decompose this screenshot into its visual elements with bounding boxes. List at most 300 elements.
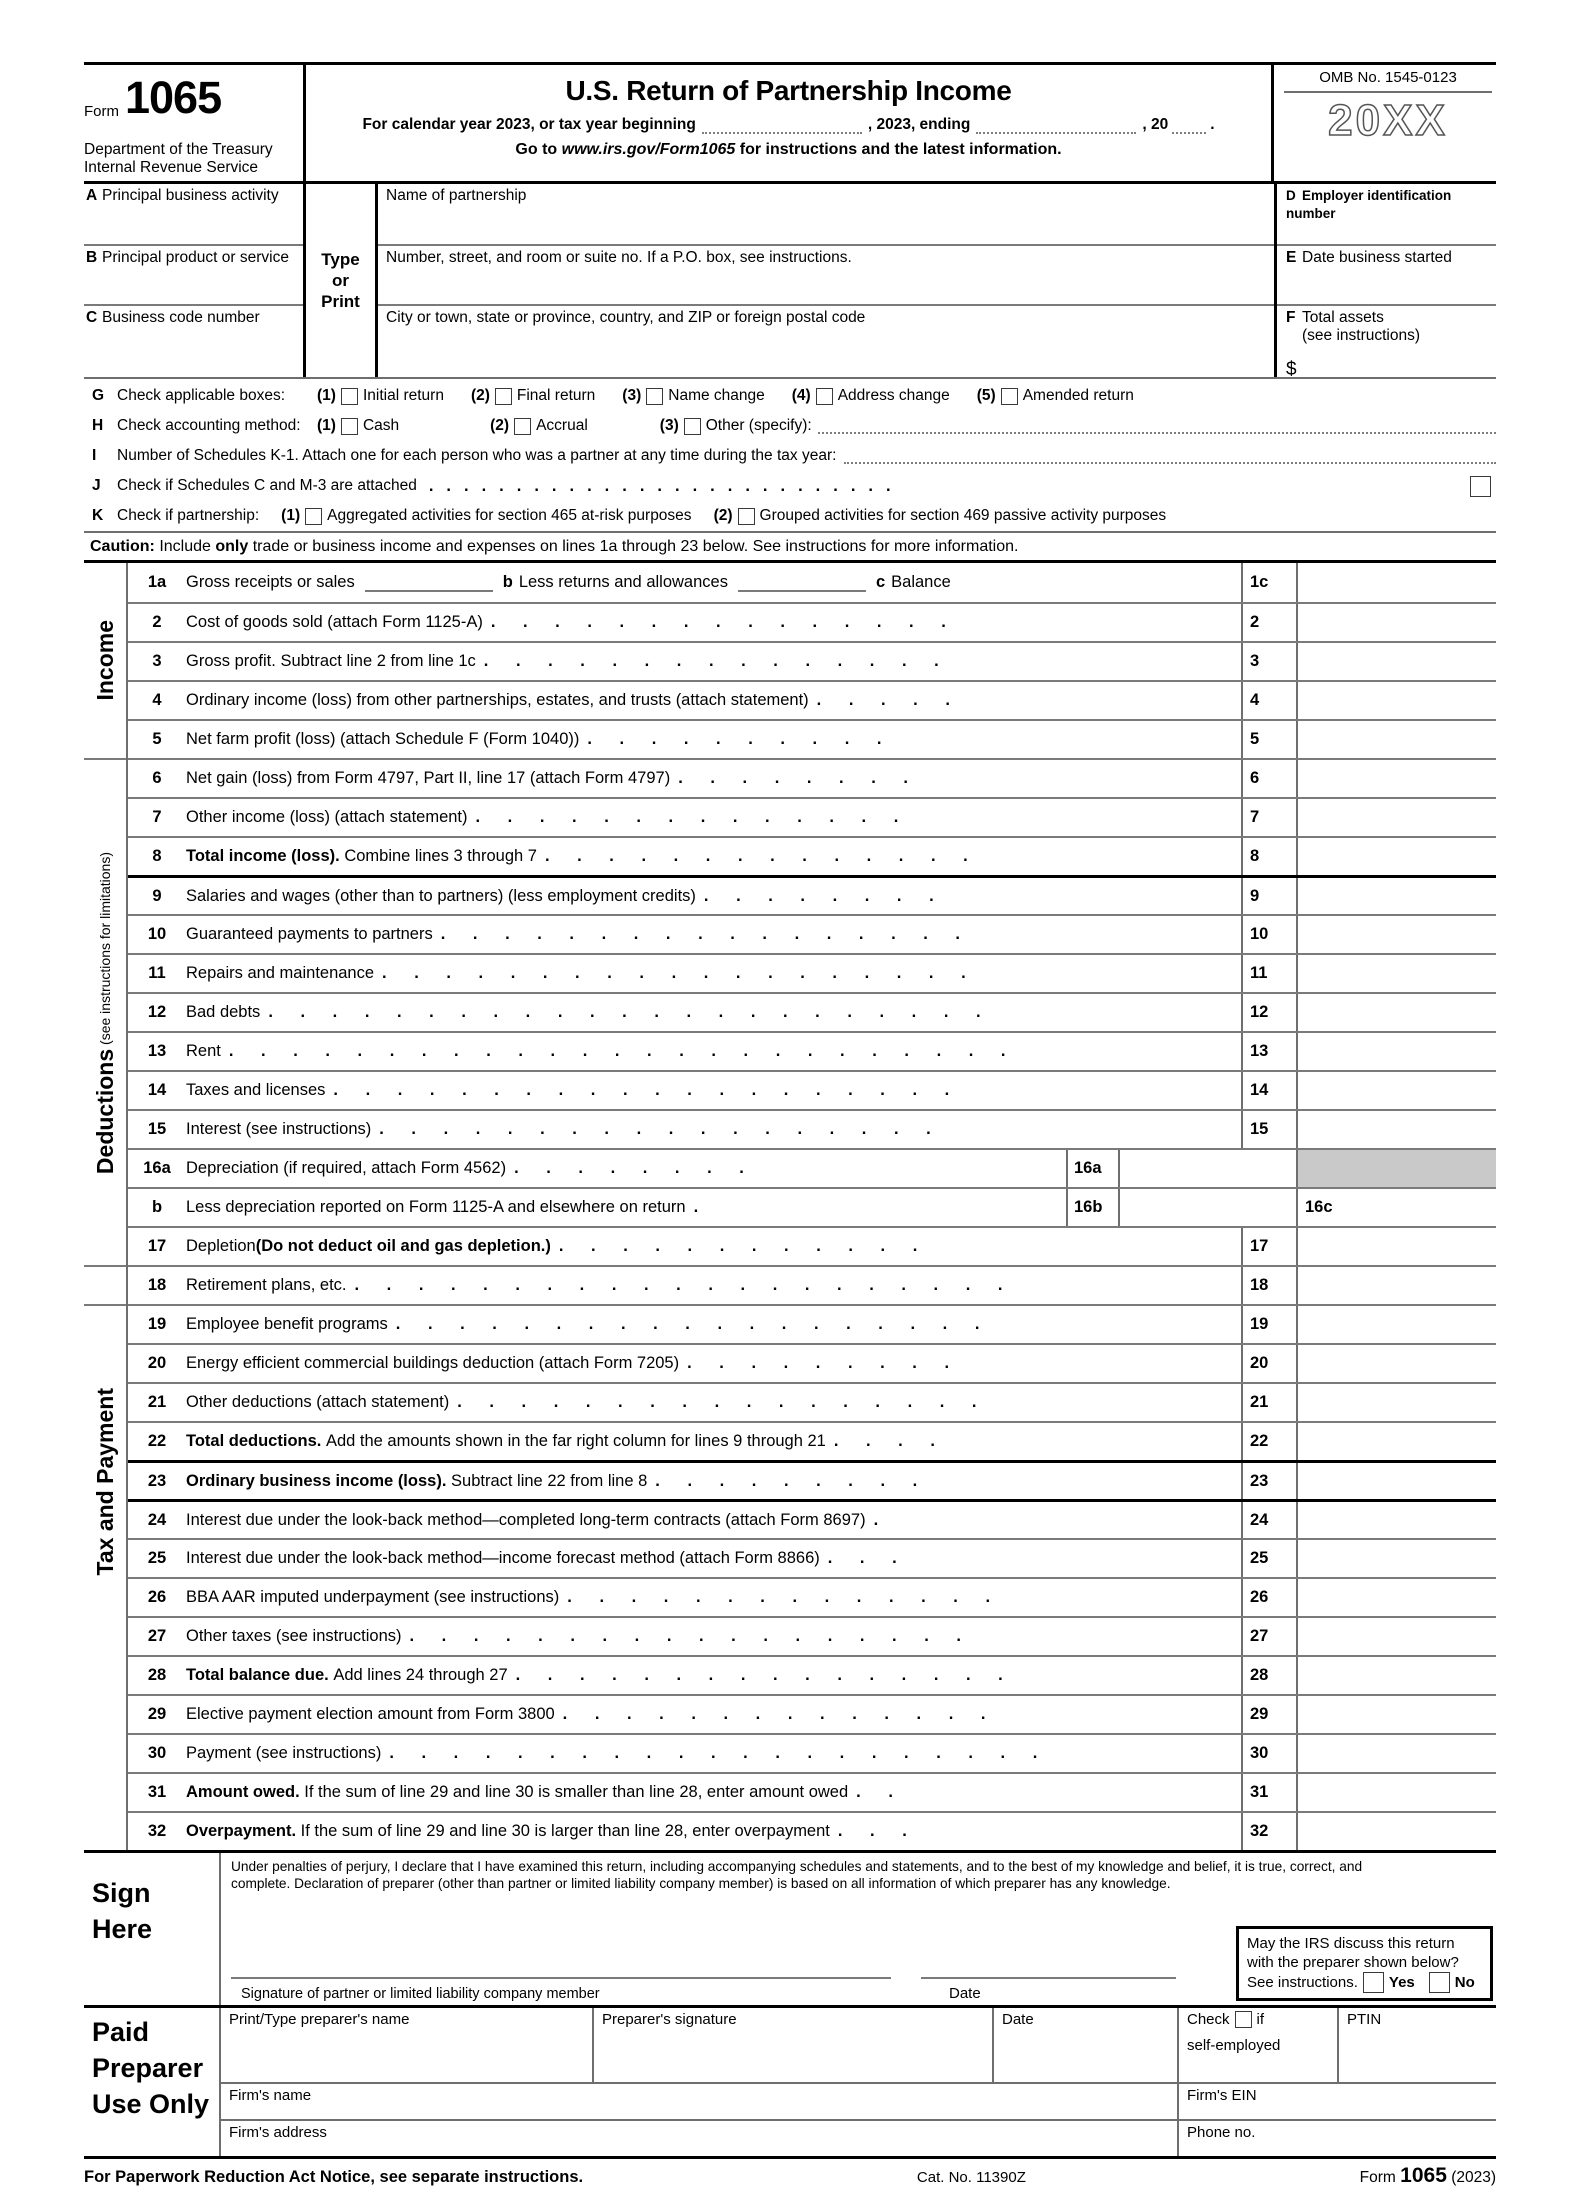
entity-information-block [84,181,1496,380]
line-text: Gross profit. Subtract line 2 from line 1c . . . . . . . . . . . . . . . [186,652,951,670]
section-label-deductions: Deductions (see instructions for limitations) [84,758,126,1267]
preparer-label-line-3: Use Only [92,2089,210,2119]
amount-number: 17 [1241,1228,1296,1265]
partner-signature-input[interactable] [231,1977,891,1979]
amount-number: 5 [1241,721,1296,758]
line-row [128,602,1496,641]
amount-number: 25 [1241,1540,1296,1577]
label-date-business-started: Date business started [1302,249,1452,266]
amount-number: 28 [1241,1657,1296,1694]
k-option-1-label: Aggregated activities for section 465 at-risk purposes [327,507,692,524]
letter-c: C [86,309,98,326]
line-text: Retirement plans, etc. . . . . . . . . . . . . . . . . . . . . . [186,1276,1014,1294]
label-preparer-date: Date [1002,2011,1034,2028]
label-if: if [1256,2011,1265,2028]
income-lines-group [128,602,1496,875]
form-body [84,62,1496,2188]
see-instructions-label: See instructions. [1247,1974,1358,1991]
amount-number: 9 [1241,878,1296,914]
irs-discuss-box [1236,1926,1493,2001]
line-number-23: 23 [147,1471,167,1490]
line-number: 12 [147,1003,167,1021]
line-number: 6 [152,769,162,787]
header-center [303,65,1274,181]
line-row [128,1694,1496,1733]
line-row [128,719,1496,758]
line-number: 17 [147,1237,167,1255]
omb-divider [1284,91,1492,93]
amount-box[interactable] [1296,1502,1496,1538]
letter-j: J [92,477,101,494]
amount-box[interactable] [1296,1306,1496,1343]
h-option-2-number: (2) [490,417,510,434]
numbered-lines-table [84,563,1496,1850]
line-text: Other taxes (see instructions) . . . . . . . . . . . . . . . . . . [186,1627,973,1645]
line-text: Payment (see instructions) . . . . . . . . . . . . . . . . . . . . . [186,1744,1049,1762]
signature-date-input[interactable] [921,1977,1176,1979]
label-city-state-zip: City or town, state or province, country, and ZIP or foreign postal code [386,309,866,326]
amount-number: 32 [1241,1813,1296,1850]
dollar-sign-total-assets: $ [1286,359,1297,380]
amount-number: 15 [1241,1111,1296,1148]
section-label-line23-spacer [84,1265,126,1306]
type-or-print-line-2: or [332,271,349,290]
amount-box[interactable] [1296,1267,1496,1304]
line-number: 22 [147,1432,167,1450]
line-text-16a: Depreciation (if required, attach Form 4562) . . . . . . . . [186,1159,756,1177]
line-number: 8 [152,847,162,865]
paid-preparer-label [84,2008,219,2156]
line-text: Rent . . . . . . . . . . . . . . . . . . . . . . . . . [186,1042,1017,1060]
amount-number: 30 [1241,1735,1296,1772]
line-number: 14 [147,1081,167,1099]
line-number: 29 [147,1705,167,1723]
line-1b-label: Less returns and allowances [518,573,728,591]
sign-label-line-2: Here [92,1914,153,1944]
letter-d: D [1286,188,1296,203]
sub-amount-number-16a: 16a [1066,1150,1118,1187]
field-firm-name[interactable] [221,2084,1177,2119]
caution-text-a: Include [154,538,216,555]
label-check-accounting-method: Check accounting method: [117,417,301,434]
line-number: 9 [152,886,162,905]
line-text: Bad debts . . . . . . . . . . . . . . . . . . . . . . . [186,1003,993,1021]
row-j-schedules-c-m3 [84,471,1496,501]
amount-box[interactable] [1296,1579,1496,1616]
h-option-3-number: (3) [659,417,679,434]
label-number-of-schedules-k1: Number of Schedules K-1. Attach one for each person who was a partner at any time during the tax year: [117,447,837,464]
other-method-input[interactable] [818,418,1496,434]
letter-k: K [92,507,104,524]
line-number: 2 [152,613,162,631]
checkbox-aggregated-activities-465[interactable] [305,508,322,525]
g-option-2-number: (2) [470,387,490,404]
preparer-label-line-2: Preparer [92,2053,204,2083]
k-option-2-number: (2) [713,507,733,524]
form-identifier [84,72,299,123]
label-preparer-signature: Preparer's signature [602,2011,737,2028]
deduction-lines-bottom-group [128,1226,1496,1460]
g-option-1-label: Initial return [362,387,444,404]
line-1c-label: Balance [891,573,951,591]
label-employer-identification-number: Employer identification number [1286,188,1452,221]
line-number: 10 [147,925,167,943]
sub-amount-number-16b: 16b [1066,1189,1118,1226]
amount-box[interactable] [1296,760,1496,797]
line-row [128,1031,1496,1070]
label-firm-address: Firm's address [229,2124,327,2141]
g-option-4-number: (4) [791,387,811,404]
amount-box[interactable] [1296,1111,1496,1148]
line-number: 20 [147,1354,167,1372]
line-row [128,1382,1496,1421]
line-number: 11 [148,964,166,982]
line-text: Total income (loss). Combine lines 3 through 7 . . . . . . . . . . . . . . [186,847,980,865]
line-row [128,914,1496,953]
line-number-16a: 16a [143,1159,171,1177]
line-number: 32 [147,1822,167,1840]
checkbox-schedules-c-m3[interactable] [1470,476,1491,497]
checkbox-address-change[interactable] [816,388,833,405]
header-right [1274,65,1496,181]
line-number: 7 [152,808,162,826]
amount-box[interactable] [1296,1774,1496,1811]
checkbox-irs-discuss-no[interactable] [1429,1972,1450,1993]
line-text: Other deductions (attach statement) . . . . . . . . . . . . . . . . . [186,1393,988,1411]
checkbox-self-employed[interactable] [1235,2011,1252,2028]
catalog-number: Cat. No. 11390Z [916,2169,1026,2186]
field-phone-number[interactable] [1177,2121,1496,2156]
schedules-k1-count-input[interactable] [844,448,1496,464]
amount-box[interactable] [1296,1735,1496,1772]
header-left [84,65,303,181]
field-date-business-started[interactable] [1277,244,1496,304]
checkbox-other-method[interactable] [684,418,701,435]
amount-box[interactable] [1296,955,1496,992]
line-text: Interest due under the look-back method—completed long-term contracts (attach Form 8697) . [186,1510,890,1529]
row-i-schedules-k1 [84,441,1496,471]
field-preparer-date[interactable] [992,2008,1177,2082]
irs-discuss-line-2: with the preparer shown below? [1247,1954,1459,1971]
line-number: 4 [152,691,162,709]
line-row [128,1499,1496,1538]
amount-box[interactable] [1296,1813,1496,1850]
footer-form-identifier [1360,2164,1496,2188]
type-or-print-line-1: Type [321,250,360,269]
lines-column [128,563,1496,1850]
checkbox-accrual-method[interactable] [514,418,531,435]
deduction-lines-top-group [128,875,1496,1148]
line-row [128,1811,1496,1850]
amount-number: 20 [1241,1345,1296,1382]
field-total-assets[interactable] [1277,304,1496,380]
line-number: 27 [147,1627,167,1645]
label-yes: Yes [1388,1974,1415,1991]
amount-box[interactable] [1296,1657,1496,1694]
amount-box[interactable] [1296,1033,1496,1070]
amount-number: 4 [1241,682,1296,719]
sub-amount-box-16b[interactable] [1118,1189,1296,1226]
g-option-1-number: (1) [317,387,336,404]
line-row [128,992,1496,1031]
amount-number: 10 [1241,916,1296,953]
label-principal-business-activity: Principal business activity [102,187,279,204]
amount-number: 2 [1241,604,1296,641]
line-text: Employee benefit programs . . . . . . . . . . . . . . . . . . . [186,1315,991,1333]
field-principal-product-or-service[interactable] [84,244,303,304]
g-option-2-label: Final return [516,387,596,404]
department-line-1: Department of the Treasury [84,141,273,158]
line-number: 24 [147,1510,167,1529]
g-option-4-label: Address change [837,387,950,404]
section-label-tax-and-payment: Tax and Payment [84,1304,126,1657]
letter-b: B [86,249,98,266]
end-year-input[interactable] [1172,118,1206,134]
line-row-23 [128,1460,1496,1499]
line-row [128,1733,1496,1772]
amount-box[interactable] [1296,1540,1496,1577]
field-firm-address[interactable] [221,2121,1177,2156]
amount-box-16c[interactable] [1351,1189,1496,1226]
label-partnership-name: Name of partnership [386,187,527,204]
label-check-applicable-boxes: Check applicable boxes: [117,387,286,404]
line-number: 5 [152,730,162,748]
line-number-1a: 1a [147,573,167,591]
amount-number: 24 [1241,1502,1296,1538]
line-row-1a [128,563,1496,602]
preparer-row-3 [221,2119,1496,2156]
line-row [128,1343,1496,1382]
line-text: Repairs and maintenance . . . . . . . . . . . . . . . . . . . [186,964,978,982]
field-preparer-name[interactable] [221,2008,592,2082]
amount-box-23[interactable] [1296,1463,1496,1499]
checkbox-irs-discuss-yes[interactable] [1363,1972,1384,1993]
label-schedules-c-m3: Check if Schedules C and M-3 are attached [117,477,417,494]
line-row-16a [128,1148,1496,1187]
period-dot: . [1210,116,1215,133]
amount-box[interactable] [1296,838,1496,875]
amount-number: 12 [1241,994,1296,1031]
irs-url-link[interactable]: www.irs.gov/Form1065 [561,141,736,158]
line-row [128,680,1496,719]
line-1c-letter: c [875,573,886,591]
line-row [128,1070,1496,1109]
preparer-row-1 [221,2008,1496,2082]
checkbox-rows-block [84,377,1496,531]
amount-number: 19 [1241,1306,1296,1343]
field-ptin[interactable] [1337,2008,1496,2082]
letter-f: F [1286,309,1296,326]
letter-e: E [1286,249,1297,266]
field-partnership-name[interactable] [378,184,1274,244]
end-date-input[interactable] [976,118,1136,134]
line-row [128,1616,1496,1655]
amount-box[interactable] [1296,1228,1496,1265]
line-row [128,641,1496,680]
checkbox-initial-return[interactable] [341,388,358,405]
caution-word: Caution: [90,538,155,555]
self-employed-check-row [1187,2011,1333,2028]
begin-date-input[interactable] [702,118,862,134]
line-text: Amount owed. If the sum of line 29 and line 30 is smaller than line 28, enter amount owed . . [186,1783,905,1801]
line-text-1a [186,573,1241,592]
g-option-3-number: (3) [622,387,642,404]
amount-box[interactable] [1296,916,1496,953]
line-number: 13 [147,1042,167,1060]
paid-preparer-grid [219,2008,1496,2156]
amount-box-1c[interactable] [1296,563,1496,602]
amount-box[interactable] [1296,604,1496,641]
leader-dots-j: ........................... [428,476,904,495]
irs-discuss-line-1: May the IRS discuss this return [1247,1935,1455,1952]
line-text: Overpayment. If the sum of line 29 and line 30 is larger than line 28, enter overpayment . . . [186,1822,919,1840]
label-principal-product-or-service: Principal product or service [102,249,289,266]
line-row [128,1772,1496,1811]
goto-suffix: for instructions and the latest information. [735,141,1062,158]
line-number: 3 [152,652,162,670]
footer-form-year: (2023) [1451,2169,1496,2186]
line-text: Energy efficient commercial buildings deduction (attach Form 7205) . . . . . . . . . [186,1354,961,1372]
line-1a-label: Gross receipts or sales [186,573,355,591]
shaded-box-16a [1296,1150,1496,1187]
line-text: Taxes and licenses . . . . . . . . . . . . . . . . . . . . [186,1081,961,1099]
goto-prefix: Go to [515,141,562,158]
amount-box[interactable] [1296,878,1496,914]
sign-here-label [84,1853,219,2005]
line-text: Cost of goods sold (attach Form 1125-A) . . . . . . . . . . . . . . . [186,613,958,631]
label-ptin: PTIN [1347,2011,1382,2028]
field-employer-identification-number[interactable] [1277,184,1496,244]
calendar-mid: , 2023, ending [867,116,971,133]
line-text: Interest (see instructions) . . . . . . . . . . . . . . . . . . [186,1120,943,1138]
line-row [128,1304,1496,1343]
label-street-address: Number, street, and room or suite no. If a P.O. box, see instructions. [386,249,852,266]
amount-box[interactable] [1296,1345,1496,1382]
calendar-suffix: , 20 [1142,116,1169,133]
returns-allowances-input[interactable] [738,573,866,592]
field-principal-business-activity[interactable] [84,184,303,244]
amount-box[interactable] [1296,643,1496,680]
line-text: Elective payment election amount from Form 3800 . . . . . . . . . . . . . . [186,1705,997,1723]
line-row [128,758,1496,797]
field-self-employed-check[interactable] [1177,2008,1337,2082]
h-option-1-label: Cash [362,417,400,434]
label-check: Check [1187,2011,1230,2028]
label-firm-ein: Firm's EIN [1187,2087,1257,2104]
line-text: Total balance due. Add lines 24 through 27 . . . . . . . . . . . . . . . . [186,1666,1015,1684]
caution-note [84,531,1496,563]
partner-signature-caption: Signature of partner or limited liability company member [241,1986,600,2002]
line-row [128,797,1496,836]
line-row [128,953,1496,992]
amount-box[interactable] [1296,1423,1496,1460]
irs-discuss-line-3 [1247,1972,1483,1993]
label-phone-number: Phone no. [1187,2124,1256,2141]
entity-address-column [378,184,1274,377]
line-number: 21 [147,1393,167,1411]
amount-number: 27 [1241,1618,1296,1655]
field-firm-ein[interactable] [1177,2084,1496,2119]
amount-number-16c: 16c [1296,1189,1351,1226]
line-number: 28 [147,1666,167,1684]
label-self-employed: self-employed [1187,2037,1281,2054]
label-no: No [1454,1974,1475,1991]
year-watermark: 20XX [1328,96,1448,145]
preparer-label-line-1: Paid [92,2017,150,2047]
label-total-assets-sub: (see instructions) [1302,327,1421,344]
row-k-partnership-activities [84,501,1496,531]
checkbox-name-change[interactable] [646,388,663,405]
field-city-state-zip[interactable] [378,304,1274,377]
amount-box[interactable] [1296,721,1496,758]
amount-box[interactable] [1296,1696,1496,1733]
line-number: 18 [147,1276,167,1294]
amount-box[interactable] [1296,799,1496,836]
amount-number: 26 [1241,1579,1296,1616]
h-option-3-label: Other (specify): [705,417,812,434]
line-text: Interest due under the look-back method—income forecast method (attach Form 8866) . . . [186,1549,909,1567]
line-number: 19 [147,1315,167,1333]
label-business-code-number: Business code number [102,309,260,326]
amount-box[interactable] [1296,682,1496,719]
amount-box[interactable] [1296,1384,1496,1421]
gross-receipts-input[interactable] [365,573,493,592]
checkbox-grouped-activities-469[interactable] [738,508,755,525]
sign-here-section [84,1850,1496,2005]
amount-box[interactable] [1296,994,1496,1031]
line-text: Other income (loss) (attach statement) . . . . . . . . . . . . . . [186,808,910,826]
amount-number: 14 [1241,1072,1296,1109]
department-name [84,141,299,177]
line-text: Net farm profit (loss) (attach Schedule F (Form 1040)) . . . . . . . . . . [186,730,893,748]
entity-abc-column [84,184,303,377]
field-business-code-number[interactable] [84,304,303,377]
line-number: 25 [147,1549,167,1567]
line-1b-letter: b [502,573,513,591]
amount-number: 13 [1241,1033,1296,1070]
letter-g: G [92,387,105,404]
g-option-5-number: (5) [976,387,996,404]
line-number: 26 [147,1588,167,1606]
g-option-5-label: Amended return [1022,387,1134,404]
line-text: Total deductions. Add the amounts shown in the far right column for lines 9 through 21 . . . . [186,1432,947,1450]
line-row [128,1421,1496,1460]
perjury-statement: Under penalties of perjury, I declare that I have examined this return, including accompanying schedules and statements, and to the best of my knowledge and belief, it is true, correct, and complete. Declaration of preparer (other than partner or limited liability company member) is based on all information of which preparer has any knowledge. [231,1859,1363,1891]
preparer-row-2 [221,2082,1496,2119]
sub-amount-box-16a[interactable] [1118,1150,1296,1187]
checkbox-amended-return[interactable] [1001,388,1018,405]
tax-payment-lines-group [128,1499,1496,1850]
line-text: Depletion (Do not deduct oil and gas depletion.) . . . . . . . . . . . . [186,1237,929,1255]
line-text-16b: Less depreciation reported on Form 1125-A and elsewhere on return . [186,1198,710,1216]
line-text: Salaries and wages (other than to partners) (less employment credits) . . . . . . . . [186,886,946,905]
line-text-23: Ordinary business income (loss). Subtract line 22 from line 8 . . . . . . . . . [186,1471,929,1490]
checkbox-cash-method[interactable] [341,418,358,435]
checkbox-final-return[interactable] [495,388,512,405]
amount-box[interactable] [1296,1072,1496,1109]
goto-line [316,141,1261,159]
form-word: Form [84,103,119,120]
line-text: Net gain (loss) from Form 4797, Part II, line 17 (attach Form 4797) . . . . . . . . [186,769,920,787]
amount-box[interactable] [1296,1618,1496,1655]
line-number: 15 [147,1120,167,1138]
k-option-1-number: (1) [281,507,301,524]
sign-here-body [219,1853,1496,2005]
field-preparer-signature[interactable] [592,2008,992,2082]
line-text: Ordinary income (loss) from other partnerships, estates, and trusts (attach statement) . . . . . [186,691,962,709]
field-street-address[interactable] [378,244,1274,304]
calendar-prefix: For calendar year 2023, or tax year beginning [362,116,696,133]
